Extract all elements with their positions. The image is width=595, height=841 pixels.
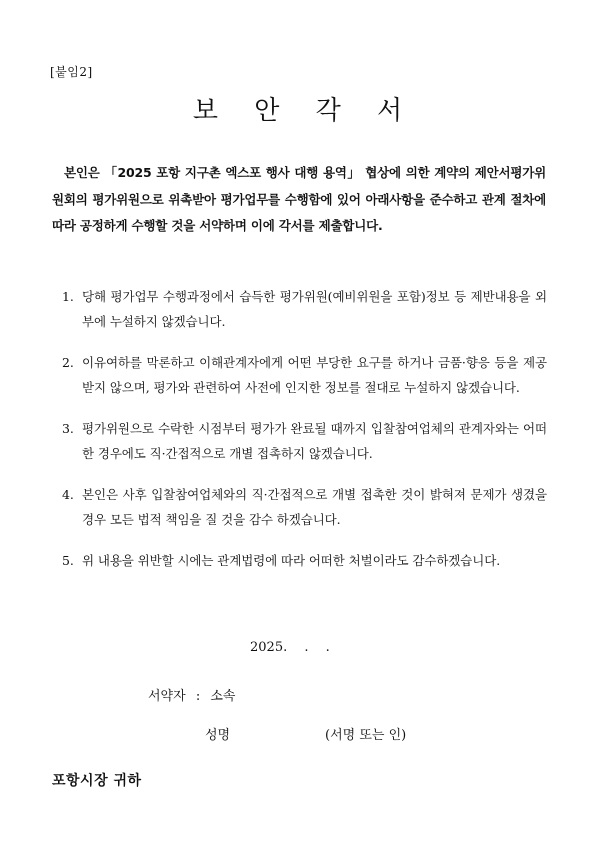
pledge-list <box>62 284 547 589</box>
affiliation-label: 소속 <box>210 689 236 704</box>
intro-paragraph: 본인은 「2025 포항 지구촌 엑스포 행사 대행 용역」 협상에 의한 계약의 제안서평가위원회의 평가위원으로 위촉받아 평가업무를 수행함에 있어 아래사항을 준수하고 관계 절차에 따라 공정하게 수행할 것을 서약하며 이에 각서를 제출합니다. <box>52 165 546 233</box>
attachment-label: [붙임2] <box>50 65 93 79</box>
document-title: 보 안 각 서 <box>192 96 417 126</box>
pledge-text: 평가위원으로 수락한 시점부터 평가가 완료될 때까지 입찰참여업체의 관계자와는 어떠한 경우에도 직·간접적으로 개별 접촉하지 않겠습니다. <box>82 421 547 461</box>
pledge-item <box>62 350 547 400</box>
name-label: 성명 <box>205 728 231 743</box>
addressee: 포항시장 귀하 <box>52 773 142 789</box>
pledge-number: 5. <box>62 553 74 568</box>
pledge-text: 당해 평가업무 수행과정에서 습득한 평가위원(예비위원을 포함)정보 등 제반내용을 외부에 누설하지 않겠습니다. <box>82 289 547 329</box>
pledge-number: 2. <box>62 355 74 370</box>
pledge-number: 1. <box>62 289 74 304</box>
pledge-item <box>62 548 547 573</box>
pledge-number: 3. <box>62 421 74 436</box>
pledge-number: 4. <box>62 487 74 502</box>
signer-colon: : <box>195 689 201 704</box>
name-row <box>205 724 407 743</box>
pledge-text: 이유여하를 막론하고 이해관계자에게 어떤 부당한 요구를 하거나 금품·향응 등을 제공받지 않으며, 평가와 관련하여 사전에 인지한 정보를 절대로 누설하지 않겠습니다. <box>82 355 547 395</box>
signer-row <box>148 685 235 704</box>
pledge-text: 위 내용을 위반할 시에는 관계법령에 따라 어떠한 처벌이라도 감수하겠습니다. <box>82 553 501 568</box>
signature-note: (서명 또는 인) <box>325 728 407 743</box>
pledge-item <box>62 482 547 532</box>
pledge-item <box>62 416 547 466</box>
pledge-text: 본인은 사후 입찰참여업체와의 직·간접적으로 개별 접촉한 것이 밝혀져 문제가 생겼을 경우 모든 법적 책임을 질 것을 감수 하겠습니다. <box>82 487 547 527</box>
pledge-date: 2025. . . <box>250 640 330 655</box>
pledge-item <box>62 284 547 334</box>
signer-label: 서약자 <box>148 689 186 704</box>
